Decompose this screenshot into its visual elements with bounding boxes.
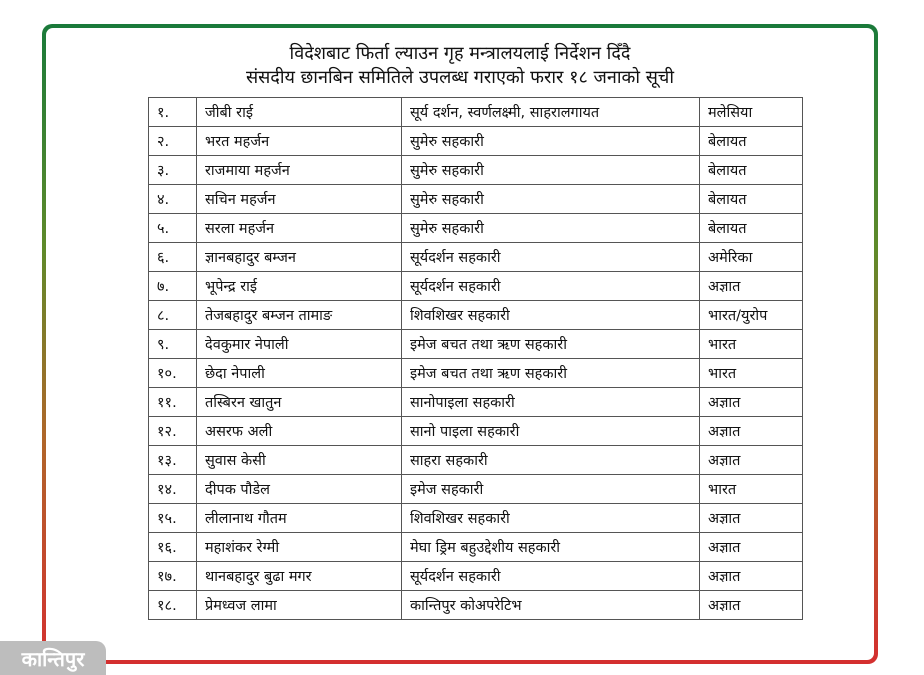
organization-name: इमेज सहकारी (402, 475, 700, 504)
kantipur-logo (0, 641, 106, 675)
row-number: ३. (149, 156, 197, 185)
organization-name: सूर्यदर्शन सहकारी (402, 272, 700, 301)
table-row (149, 243, 803, 272)
title-line-1: विदेशबाट फिर्ता ल्याउन गृह मन्त्रालयलाई निर्देशन दिँदै (289, 43, 631, 64)
table-row (149, 214, 803, 243)
logo-text: कान्तिपुर (21, 646, 85, 671)
country-name: मलेसिया (700, 98, 803, 127)
document-frame (42, 24, 878, 664)
table-row (149, 185, 803, 214)
organization-name: सुमेरु सहकारी (402, 156, 700, 185)
country-name: अमेरिका (700, 243, 803, 272)
row-number: १०. (149, 359, 197, 388)
country-name: अज्ञात (700, 417, 803, 446)
person-name: भरत महर्जन (197, 127, 402, 156)
row-number: १८. (149, 591, 197, 620)
person-name: सचिन महर्जन (197, 185, 402, 214)
row-number: ९. (149, 330, 197, 359)
person-name: जीबी राई (197, 98, 402, 127)
organization-name: सुमेरु सहकारी (402, 185, 700, 214)
person-name: सुवास केसी (197, 446, 402, 475)
row-number: १. (149, 98, 197, 127)
person-name: सरला महर्जन (197, 214, 402, 243)
organization-name: सूर्यदर्शन सहकारी (402, 562, 700, 591)
country-name: अज्ञात (700, 533, 803, 562)
person-name: ज्ञानबहादुर बम्जन (197, 243, 402, 272)
row-number: ७. (149, 272, 197, 301)
table-row (149, 504, 803, 533)
row-number: ८. (149, 301, 197, 330)
country-name: बेलायत (700, 214, 803, 243)
country-name: अज्ञात (700, 272, 803, 301)
country-name: अज्ञात (700, 388, 803, 417)
table-row (149, 533, 803, 562)
table-row (149, 156, 803, 185)
table-row (149, 359, 803, 388)
organization-name: इमेज बचत तथा ऋण सहकारी (402, 359, 700, 388)
row-number: १६. (149, 533, 197, 562)
table-row (149, 475, 803, 504)
fugitive-list-table (148, 97, 803, 620)
organization-name: शिवशिखर सहकारी (402, 301, 700, 330)
row-number: १७. (149, 562, 197, 591)
person-name: महाशंकर रेग्मी (197, 533, 402, 562)
country-name: बेलायत (700, 185, 803, 214)
person-name: देवकुमार नेपाली (197, 330, 402, 359)
person-name: तस्बिरन खातुन (197, 388, 402, 417)
organization-name: सूर्य दर्शन, स्वर्णलक्ष्मी, साहरालगायत (402, 98, 700, 127)
country-name: अज्ञात (700, 591, 803, 620)
person-name: तेजबहादुर बम्जन तामाङ (197, 301, 402, 330)
table-row (149, 417, 803, 446)
table-row (149, 127, 803, 156)
row-number: ५. (149, 214, 197, 243)
country-name: अज्ञात (700, 562, 803, 591)
table-body (149, 98, 803, 620)
row-number: २. (149, 127, 197, 156)
person-name: असरफ अली (197, 417, 402, 446)
row-number: ११. (149, 388, 197, 417)
person-name: प्रेमध्वज लामा (197, 591, 402, 620)
organization-name: सानो पाइला सहकारी (402, 417, 700, 446)
country-name: बेलायत (700, 156, 803, 185)
country-name: भारत/युरोप (700, 301, 803, 330)
table-row (149, 562, 803, 591)
row-number: ६. (149, 243, 197, 272)
row-number: १३. (149, 446, 197, 475)
person-name: दीपक पौडेल (197, 475, 402, 504)
table-row (149, 388, 803, 417)
organization-name: सूर्यदर्शन सहकारी (402, 243, 700, 272)
row-number: ४. (149, 185, 197, 214)
organization-name: सुमेरु सहकारी (402, 214, 700, 243)
organization-name: सुमेरु सहकारी (402, 127, 700, 156)
person-name: भूपेन्द्र राई (197, 272, 402, 301)
table-row (149, 301, 803, 330)
person-name: थानबहादुर बुढा मगर (197, 562, 402, 591)
table-row (149, 446, 803, 475)
title-line-2: संसदीय छानबिन समितिले उपलब्ध गराएको फरार १८ जनाको सूची (245, 67, 675, 88)
table-row (149, 272, 803, 301)
country-name: भारत (700, 359, 803, 388)
organization-name: सानोपाइला सहकारी (402, 388, 700, 417)
document-body (46, 28, 874, 660)
country-name: भारत (700, 330, 803, 359)
organization-name: मेघा ड्रिम बहुउद्देशीय सहकारी (402, 533, 700, 562)
organization-name: इमेज बचत तथा ऋण सहकारी (402, 330, 700, 359)
country-name: बेलायत (700, 127, 803, 156)
organization-name: शिवशिखर सहकारी (402, 504, 700, 533)
organization-name: कान्तिपुर कोअपरेटिभ (402, 591, 700, 620)
country-name: अज्ञात (700, 504, 803, 533)
row-number: १४. (149, 475, 197, 504)
country-name: भारत (700, 475, 803, 504)
person-name: राजमाया महर्जन (197, 156, 402, 185)
organization-name: साहरा सहकारी (402, 446, 700, 475)
table-row (149, 330, 803, 359)
row-number: १२. (149, 417, 197, 446)
country-name: अज्ञात (700, 446, 803, 475)
table-row (149, 591, 803, 620)
row-number: १५. (149, 504, 197, 533)
person-name: छेदा नेपाली (197, 359, 402, 388)
person-name: लीलानाथ गौतम (197, 504, 402, 533)
table-row (149, 98, 803, 127)
document-title (46, 42, 874, 90)
